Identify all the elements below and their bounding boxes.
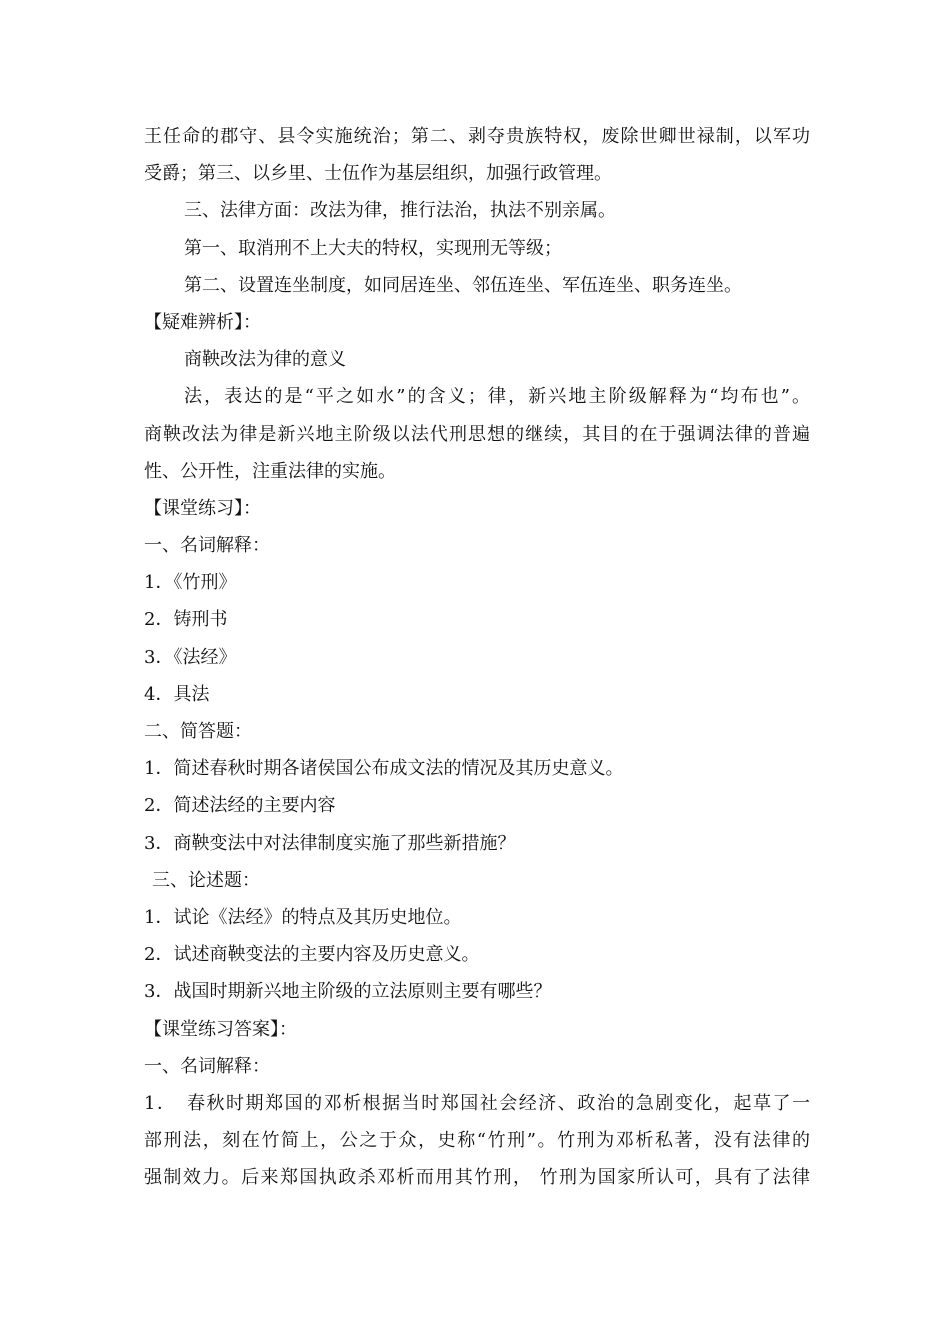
section-heading: 二、简答题： <box>144 721 252 742</box>
list-item: 2．简述法经的主要内容 <box>144 795 336 817</box>
text-line: 王任命的郡守、县令实施统治；第二、剥夺贵族特权，废除世卿世禄制，以军功 <box>144 126 810 147</box>
list-item: 3．《法经》 <box>144 646 237 668</box>
text-line: 第一、取消刑不上大夫的特权，实现刑无等级； <box>184 237 562 259</box>
section-heading: 一、名词解释： <box>144 1055 270 1077</box>
text-line: 1． 春秋时期郑国的邓析根据当时郑国社会经济、政治的急剧变化，起草了一 <box>144 1092 810 1114</box>
list-item: 4．具法 <box>144 683 210 705</box>
section-heading: 三、法律方面：改法为律，推行法治，执法不别亲属。 <box>184 200 616 222</box>
text-line: 性、公开性，注重法律的实施。 <box>144 460 396 482</box>
list-item: 1．简述春秋时期各诸侯国公布成文法的情况及其历史意义。 <box>144 758 624 780</box>
list-item: 2．铸刑书 <box>144 609 228 631</box>
subheading: 商鞅改法为律的意义 <box>184 349 346 371</box>
section-heading: 【课堂练习】： <box>144 497 261 519</box>
list-item: 1．《竹刑》 <box>144 572 237 594</box>
text-line: 法，表达的是“平之如水”的含义；律，新兴地主阶级解释为“均布也”。 <box>184 386 810 408</box>
text-line: 第二、设置连坐制度，如同居连坐、邻伍连坐、军伍连坐、职务连坐。 <box>184 274 742 296</box>
section-heading: 【疑难辨析】： <box>144 311 261 333</box>
list-item: 1．试论《法经》的特点及其历史地位。 <box>144 906 462 928</box>
document-page <box>144 118 810 1196</box>
text-line: 部刑法，刻在竹简上，公之于众，史称“竹刑”。竹刑为邓析私著，没有法律的 <box>144 1130 810 1152</box>
section-heading: 【课堂练习答案】： <box>144 1018 297 1040</box>
list-item: 3．商鞅变法中对法律制度实施了那些新措施？ <box>144 832 516 854</box>
text-line: 强制效力。后来郑国执政杀邓析而用其竹刑， 竹刑为国家所认可，具有了法律 <box>144 1167 810 1189</box>
text-line: 受爵；第三、以乡里、士伍作为基层组织，加强行政管理。 <box>144 163 612 185</box>
list-item: 3．战国时期新兴地主阶级的立法原则主要有哪些？ <box>144 981 552 1003</box>
section-heading: 三、论述题： <box>152 869 260 891</box>
text-line: 商鞅改法为律是新兴地主阶级以法代刑思想的继续，其目的在于强调法律的普遍 <box>144 423 810 445</box>
list-item: 2．试述商鞅变法的主要内容及历史意义。 <box>144 944 480 966</box>
section-heading: 一、名词解释： <box>144 535 270 557</box>
